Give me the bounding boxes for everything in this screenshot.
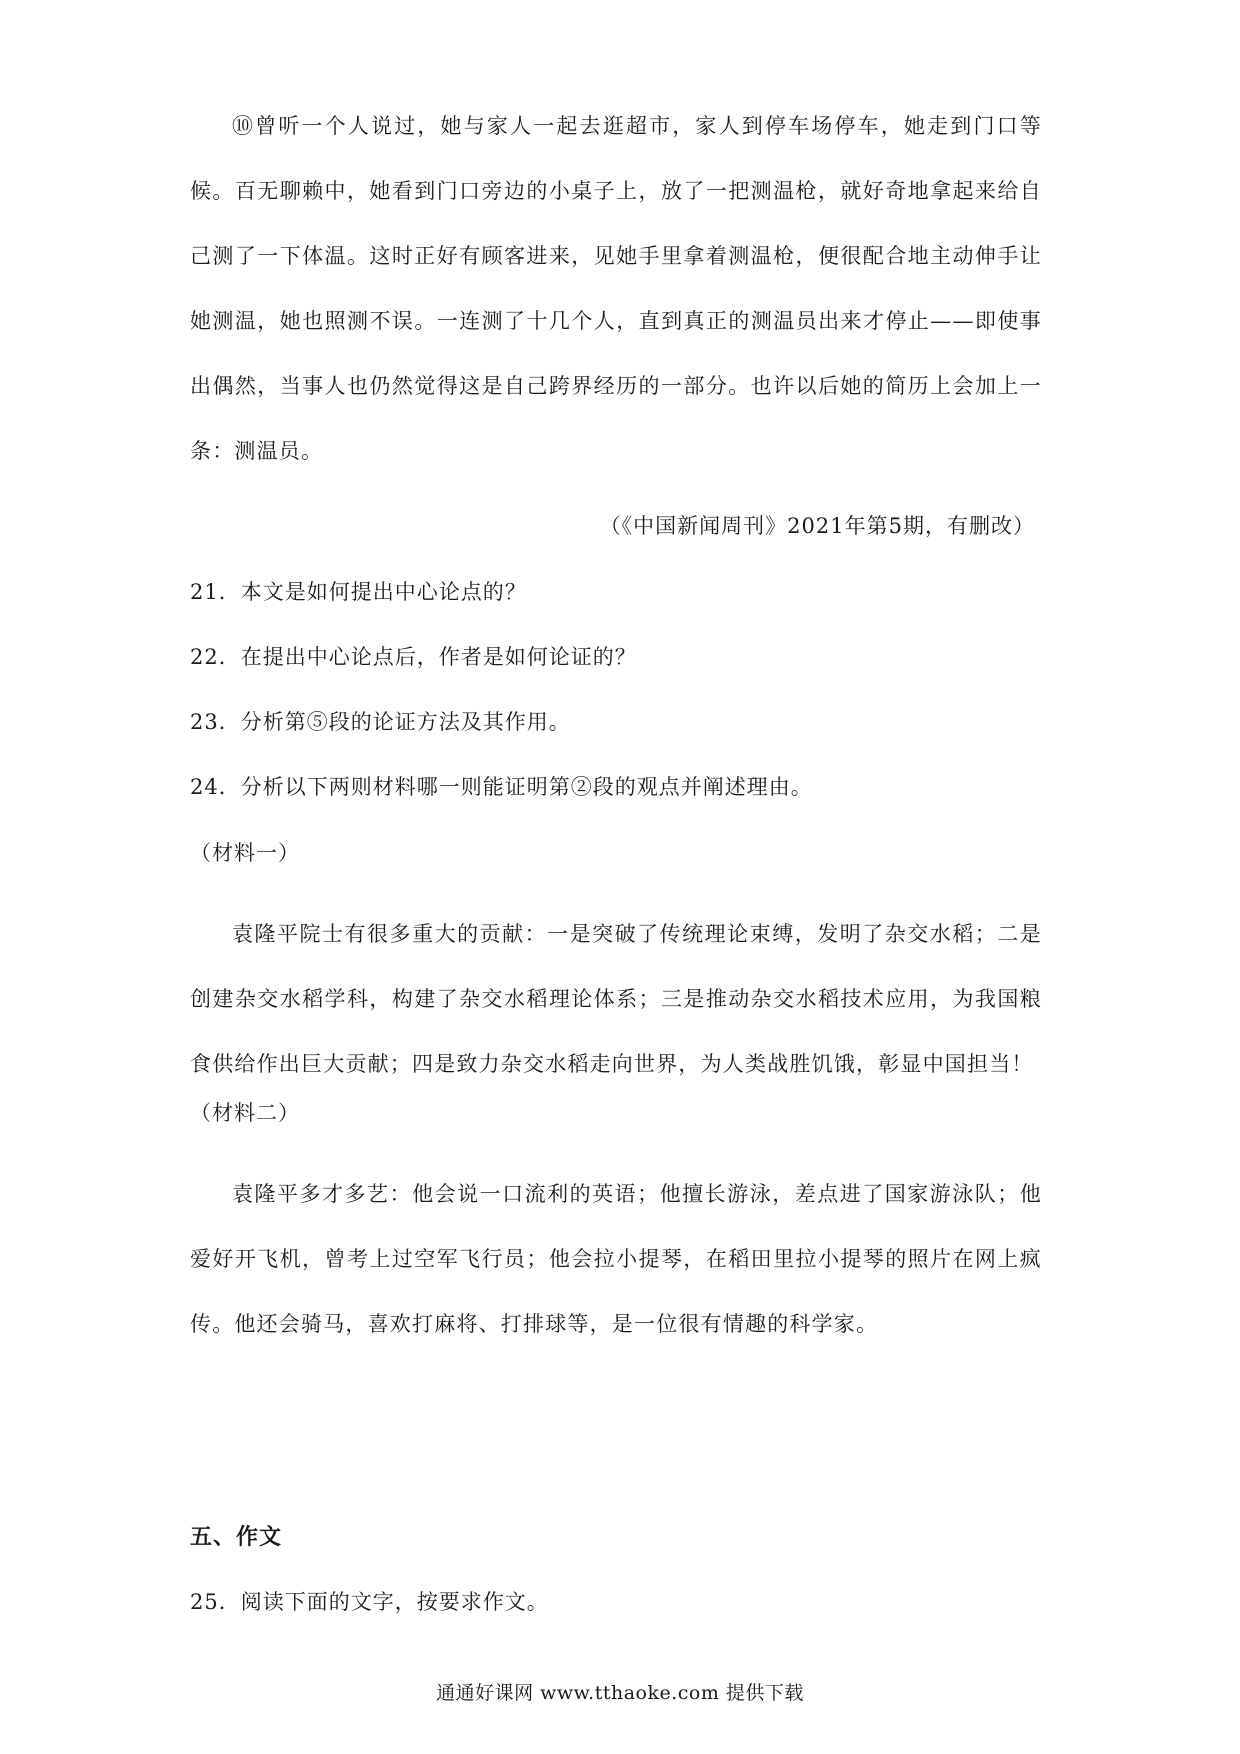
material-1-label: （材料一） <box>190 841 300 865</box>
material-1-text: 袁隆平院士有很多重大的贡献：一是突破了传统理论束缚，发明了杂交水稻；二是创建杂交水稻学科，构建了杂交水稻理论体系；三是推动杂交水稻技术应用，为我国粮食供给作出巨大贡献；四是致力杂交水稻走向世界，为人类战胜饥饿，彰显中国担当！ <box>190 922 1042 1076</box>
paragraph-10: ⑩曾听一个人说过，她与家人一起去逛超市，家人到停车场停车，她走到门口等候。百无聊赖中，她看到门口旁边的小桌子上，放了一把测温枪，就好奇地拿起来给自己测了一下体温。这时正好有顾客进来，见她手里拿着测温枪，便很配合地主动伸手让她测温，她也照测不误。一连测了十几个人，直到真正的测温员出来才停止——即使事出偶然，当事人也仍然觉得这是自己跨界经历的一部分。也许以后她的简历上会加上一条：测温员。 <box>190 114 1042 463</box>
source-citation: （《中国新闻周刊》2021年第5期，有删改） <box>599 514 1035 538</box>
question-23: 23．分析第⑤段的论证方法及其作用。 <box>190 710 571 734</box>
question-25: 25．阅读下面的文字，按要求作文。 <box>190 1590 549 1614</box>
material-2-label: （材料二） <box>190 1101 300 1125</box>
section-heading: 五、作文 <box>190 1524 283 1550</box>
material-2-text: 袁隆平多才多艺：他会说一口流利的英语；他擅长游泳，差点进了国家游泳队；他爱好开飞机，曾考上过空军飞行员；他会拉小提琴，在稻田里拉小提琴的照片在网上疯传。他还会骑马，喜欢打麻将、打排球等，是一位很有情趣的科学家。 <box>190 1182 1042 1336</box>
question-21: 21．本文是如何提出中心论点的？ <box>190 580 527 604</box>
page-footer: 通通好课网 www.tthaoke.com 提供下载 <box>436 1682 804 1704</box>
question-24: 24．分析以下两则材料哪一则能证明第②段的观点并阐述理由。 <box>190 775 813 799</box>
question-22: 22．在提出中心论点后，作者是如何论证的？ <box>190 645 637 669</box>
